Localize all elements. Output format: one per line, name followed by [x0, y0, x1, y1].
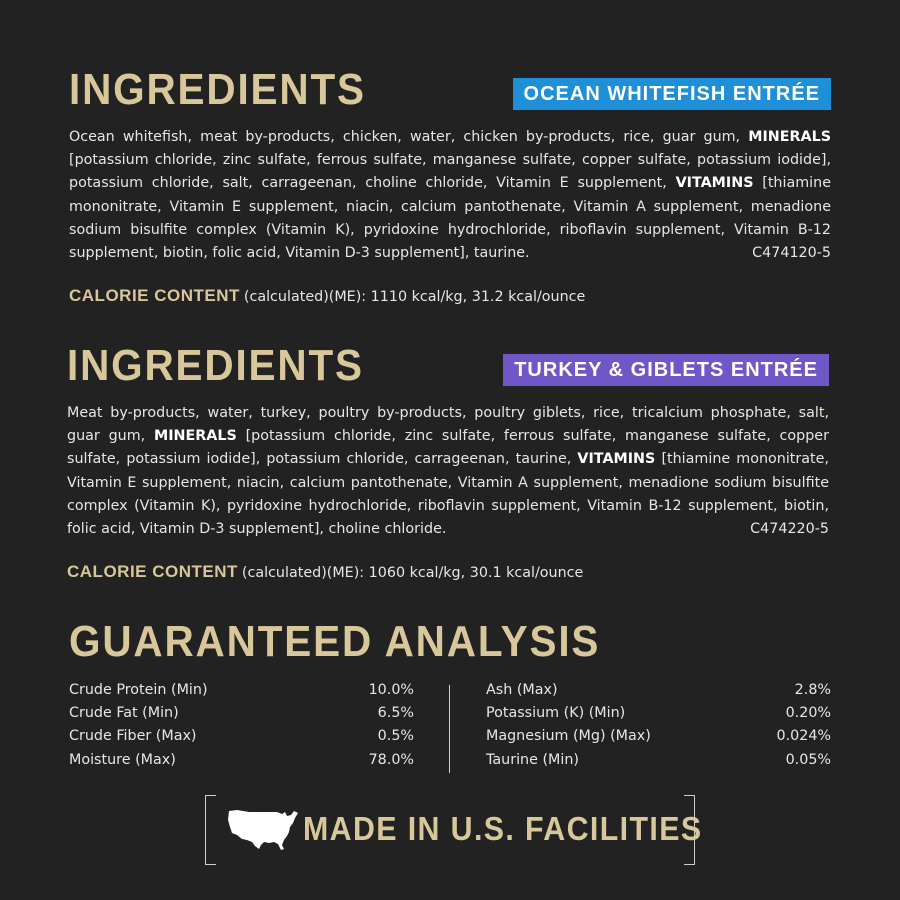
analysis-heading: GUARANTEED ANALYSIS — [69, 617, 601, 666]
product-badge-whitefish: OCEAN WHITEFISH ENTRÉE — [513, 78, 831, 110]
calorie-label: CALORIE CONTENT — [67, 562, 238, 582]
analysis-row: Taurine (Min) 0.05% — [486, 751, 831, 768]
ingredients-section-whitefish — [69, 65, 831, 306]
made-in-usa-banner — [205, 795, 703, 863]
analysis-row: Crude Protein (Min) 10.0% — [69, 682, 414, 698]
ingredients-heading: INGREDIENTS — [69, 65, 366, 114]
made-in-usa-text: MADE IN U.S. FACILITIES — [303, 810, 703, 847]
analysis-column-left — [69, 679, 414, 772]
bracket-left — [205, 795, 216, 865]
ingredients-heading: INGREDIENTS — [67, 341, 364, 390]
calorie-content: CALORIE CONTENT (calculated)(ME): 1060 kcal/kg, 30.1 kcal/ounce — [67, 562, 584, 582]
ingredients-text: Meat by-products, water, turkey, poultry by-products, poultry giblets, rice, tricalcium phosphate, salt, guar gum, MINERALS [potassium chloride, zinc sulfate, ferrous sulfate, manganese sulfate, copper sulfate, potassium iodide], potassium chloride, carrageenan, taurine, VITAMINS [thiamine mononitrate, Vitamin E supplement, niacin, calcium pantothenate, Vitamin A supplement, menadione sodium bisulfite complex (Vitamin K), pyridoxine hydrochloride, riboflavin supplement, Vitamin B-12 supplement, biotin, folic acid, Vitamin D-3 supplement], choline chloride. C474220-5 — [67, 402, 829, 541]
calorie-label: CALORIE CONTENT — [69, 286, 240, 306]
product-badge-turkey: TURKEY & GIBLETS ENTRÉE — [503, 354, 829, 386]
ingredients-section-turkey — [67, 341, 829, 582]
product-code: C474120-5 — [752, 245, 831, 262]
us-map-icon — [227, 807, 299, 851]
analysis-row: Ash (Max) 2.8% — [486, 682, 831, 698]
analysis-row: Moisture (Max) 78.0% — [69, 751, 414, 768]
product-code: C474220-5 — [750, 521, 829, 538]
ingredients-text: Ocean whitefish, meat by-products, chicken, water, chicken by-products, rice, guar gum, MINERALS [potassium chloride, zinc sulfate, ferrous sulfate, manganese sulfate, copper sulfate, potassium iodide], potassium chloride, salt, carrageenan, choline chloride, Vitamin E supplement, VITAMINS [thiamine mononitrate, Vitamin E supplement, niacin, calcium pantothenate, Vitamin A supplement, menadione sodium bisulfite complex (Vitamin K), pyridoxine hydrochloride, riboflavin supplement, Vitamin B-12 supplement, biotin, folic acid, Vitamin D-3 supplement], taurine. C474120-5 — [69, 126, 831, 265]
analysis-column-right — [486, 679, 831, 772]
calorie-content: CALORIE CONTENT (calculated)(ME): 1110 kcal/kg, 31.2 kcal/ounce — [69, 286, 586, 306]
column-divider — [449, 685, 450, 773]
analysis-row: Magnesium (Mg) (Max) 0.024% — [486, 728, 831, 745]
analysis-row: Crude Fiber (Max) 0.5% — [69, 728, 414, 745]
analysis-section — [69, 617, 831, 666]
analysis-table — [69, 679, 831, 775]
analysis-row: Potassium (K) (Min) 0.20% — [486, 705, 831, 722]
analysis-row: Crude Fat (Min) 6.5% — [69, 705, 414, 722]
